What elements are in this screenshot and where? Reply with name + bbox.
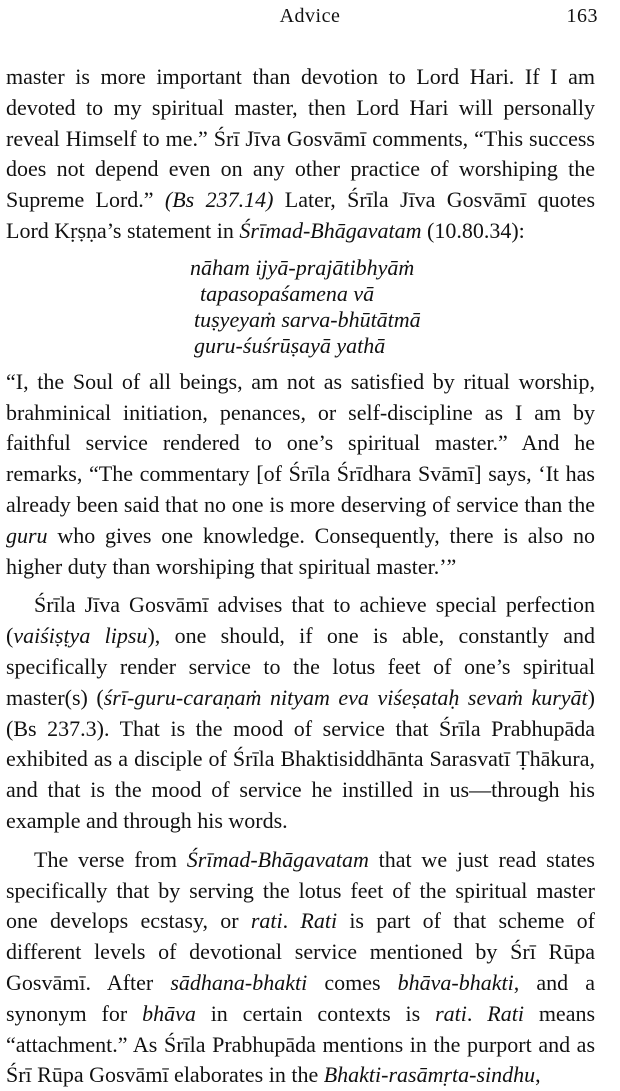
paragraph-4-text-6: , and a synonym for	[6, 969, 596, 1026]
paragraph-2-text-1: “I, the Soul of all beings, am not as satisfied by ritual worship, brahminical initiation, penances, or self-discipline as I am by faithful service rendered to one’s spiritual master.” And he remarks, “The commentary [of Śrīla Śrīdhara Svāmī] says, ‘It has already been said that no one is more deserving of service than the	[6, 368, 595, 517]
paragraph-4-text-7: in certain contexts is	[195, 1000, 436, 1026]
body-text	[6, 62, 595, 1091]
paragraph-4-text-5: comes	[307, 969, 398, 995]
paragraph-2-text-2: who gives one knowledge. Consequently, there is also no higher duty than worshiping that spiritual master.’”	[6, 522, 595, 579]
term-rati: Rati	[300, 908, 338, 934]
paragraph-1	[6, 62, 595, 247]
term-rati: rati	[435, 1000, 467, 1026]
paragraph-3-text-3: ) (Bs 237.3). That is the mood of service that Śrīla Prabhupāda exhibited as a disciple of Śrīla Bhaktisiddhānta Sarasvatī Ṭhākura, and that is the mood of service he instilled in us—through his example and through his words.	[6, 684, 595, 833]
paragraph-4-text-2: that we just read states specifically that by serving the lotus feet of the spiritual master one develops ecstasy, or	[6, 846, 595, 934]
book-title: Bhakti-rasāmṛta-sindhu	[323, 1062, 536, 1088]
paragraph-4-text-1: The verse from	[34, 846, 187, 872]
running-title: Advice	[279, 5, 341, 27]
book-title: Śrīmad-Bhāgavatam	[186, 846, 369, 872]
paragraph-3-text-2: ), one should, if one is able, constantly and specifically render service to the lotus feet of one’s spiritual master(s) (	[6, 623, 595, 710]
paragraph-gap	[6, 582, 595, 590]
paragraph-gap	[6, 837, 595, 845]
paragraph-4	[6, 845, 595, 1091]
sanskrit-quote: śrī-guru-caraṇaṁ nityam eva viśeṣataḥ sevaṁ kuryāt	[103, 684, 588, 710]
verse-line-4: guru-śuśrūṣayā yathā	[194, 332, 386, 358]
term-bhava-bhakti: bhāva-bhakti	[397, 969, 514, 995]
verse-line-2: tapasopaśamena vā	[200, 280, 375, 306]
term-rati: rati	[250, 908, 283, 934]
book-title: Śrīmad-Bhāgavatam	[239, 217, 422, 243]
paragraph-3-text-1: Śrīla Jīva Gosvāmī advises that to achieve special perfection (	[6, 592, 595, 649]
term-vaisistya-lipsu: vaiśiṣṭya lipsu	[13, 623, 148, 649]
paragraph-4-text-9: means “attachment.” As Śrīla Prabhupāda mentions in the purport and as Śrī Rūpa Gosvāmī elaborates in the	[6, 1000, 596, 1088]
sanskrit-verse	[6, 255, 595, 359]
term-rati: Rati	[487, 1000, 524, 1026]
paragraph-4-text-8: .	[466, 1000, 488, 1026]
paragraph-1-text-2: Later, Śrīla Jīva Gosvāmī quotes Lord Kṛṣṇa’s statement in	[6, 187, 596, 243]
term-bhava: bhāva	[142, 1000, 196, 1026]
citation-reference: (Bs 237.14)	[164, 187, 274, 213]
verse-line-3: tuṣyeyaṁ sarva-bhūtātmā	[194, 306, 421, 332]
paragraph-4-text-3: .	[282, 908, 301, 934]
paragraph-1-text-3: (10.80.34):	[421, 217, 525, 243]
running-head	[0, 2, 600, 30]
page-number: 163	[566, 5, 598, 27]
paragraph-4-text-4: is part of that scheme of different levels of devotional service mentioned by Śrī Rūpa Gosvāmī. After	[6, 908, 595, 995]
paragraph-4-text-10: ,	[535, 1062, 541, 1088]
term-guru: guru	[6, 522, 48, 548]
paragraph-1-text-1: master is more important than devotion to Lord Hari. If I am devoted to my spiritual master, then Lord Hari will personally reveal Himself to me.” Śrī Jīva Gosvāmī comments, “This success does not depend even on any other practice of worshiping the Supreme Lord.”	[6, 64, 595, 213]
term-sadhana-bhakti: sādhana-bhakti	[170, 969, 308, 995]
paragraph-2	[6, 367, 595, 583]
paragraph-3	[6, 590, 595, 836]
verse-line-1: nāham ijyā-prajātibhyāṁ	[190, 254, 415, 280]
